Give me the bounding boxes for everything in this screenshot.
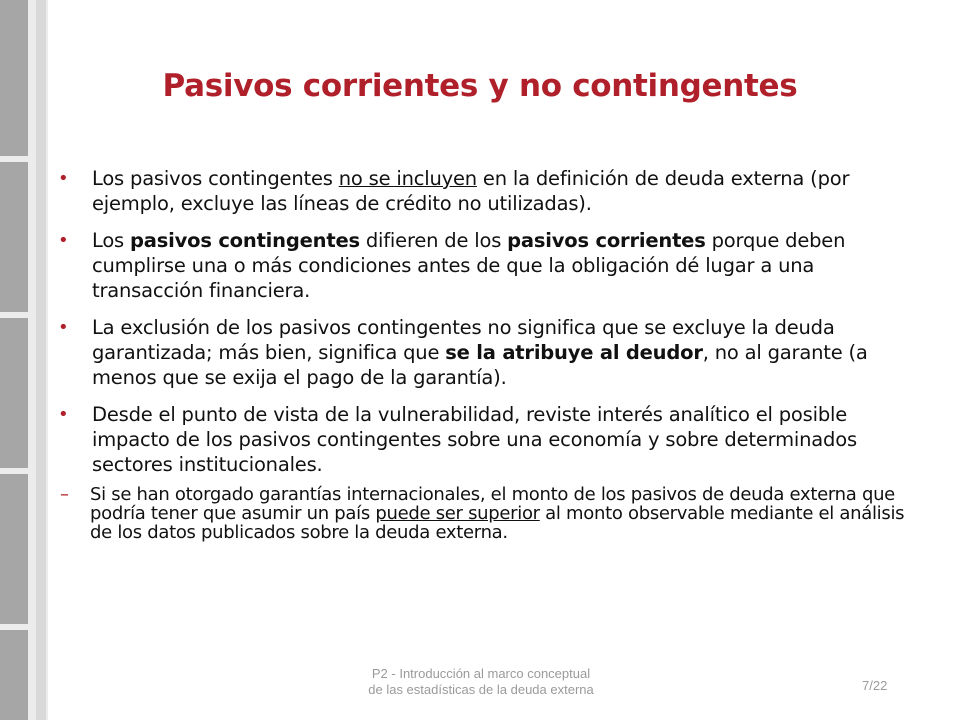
bullet-text: Desde el punto de vista de la vulnerabilidad, reviste interés analítico el posible impacto de los pasivos contingentes sobre una economía y sobre determinados sectores institucionales. [92,403,857,476]
bullet-text: porque deben cumplirse una o más condiciones antes de que la obligación dé lugar a una transacción financiera. [92,229,846,302]
page-number: 7/22 [862,678,888,693]
bullet-text: , no al garante (a menos que se exija el pago de la garantía). [92,341,868,389]
bar-segment [0,630,28,720]
footer-line-2: de las estadísticas de la deuda externa [368,682,594,697]
bar-segment [0,0,28,156]
bullet-marker: • [58,168,69,189]
bullet-1 [56,166,916,216]
bullet-marker: • [58,404,69,425]
bullet-4 [56,402,916,477]
footer-line-1: P2 - Introducción al marco conceptual [371,666,591,681]
bullet-marker: • [58,230,69,251]
footer-caption [316,666,646,698]
bullet-text: Los pasivos contingentes [92,167,339,190]
bullet-text: difieren de los [359,229,508,252]
bullet-3 [56,315,916,390]
sub-bullet [56,485,916,542]
bar-segment [0,474,28,624]
sub-bullet-text: al monto observable mediante el análisis de los datos publicados sobre la deuda externa. [90,503,905,543]
sub-bullet-marker: – [60,484,69,505]
sub-bullet-text-underlined: puede ser superior [375,503,540,524]
bar-segment [0,162,28,312]
bullet-text-bold: pasivos contingentes [130,229,360,252]
slide-content [56,166,916,542]
bullet-text: Los [92,229,131,252]
slide-title: Pasivos corrientes y no contingentes [162,68,798,104]
bullet-text-bold: se la atribuye al deudor [445,341,703,364]
bullet-2 [56,228,916,303]
bullet-text-underlined: no se incluyen [338,167,477,190]
left-decorative-bar [0,0,48,720]
bullet-marker: • [58,317,69,338]
bullet-text: La exclusión de los pasivos contingentes no significa que se excluye la deuda garantizada; más bien, significa que [92,316,835,364]
bar-accent-line [36,0,46,720]
bullet-text-bold: pasivos corrientes [507,229,706,252]
bullet-text: en la definición de deuda externa (por ejemplo, excluye las líneas de crédito no utilizadas). [92,167,850,215]
sub-bullet-text: Si se han otorgado garantías internacionales, el monto de los pasivos de deuda externa que podría tener que asumir un país [90,484,895,524]
bar-segment [0,318,28,468]
